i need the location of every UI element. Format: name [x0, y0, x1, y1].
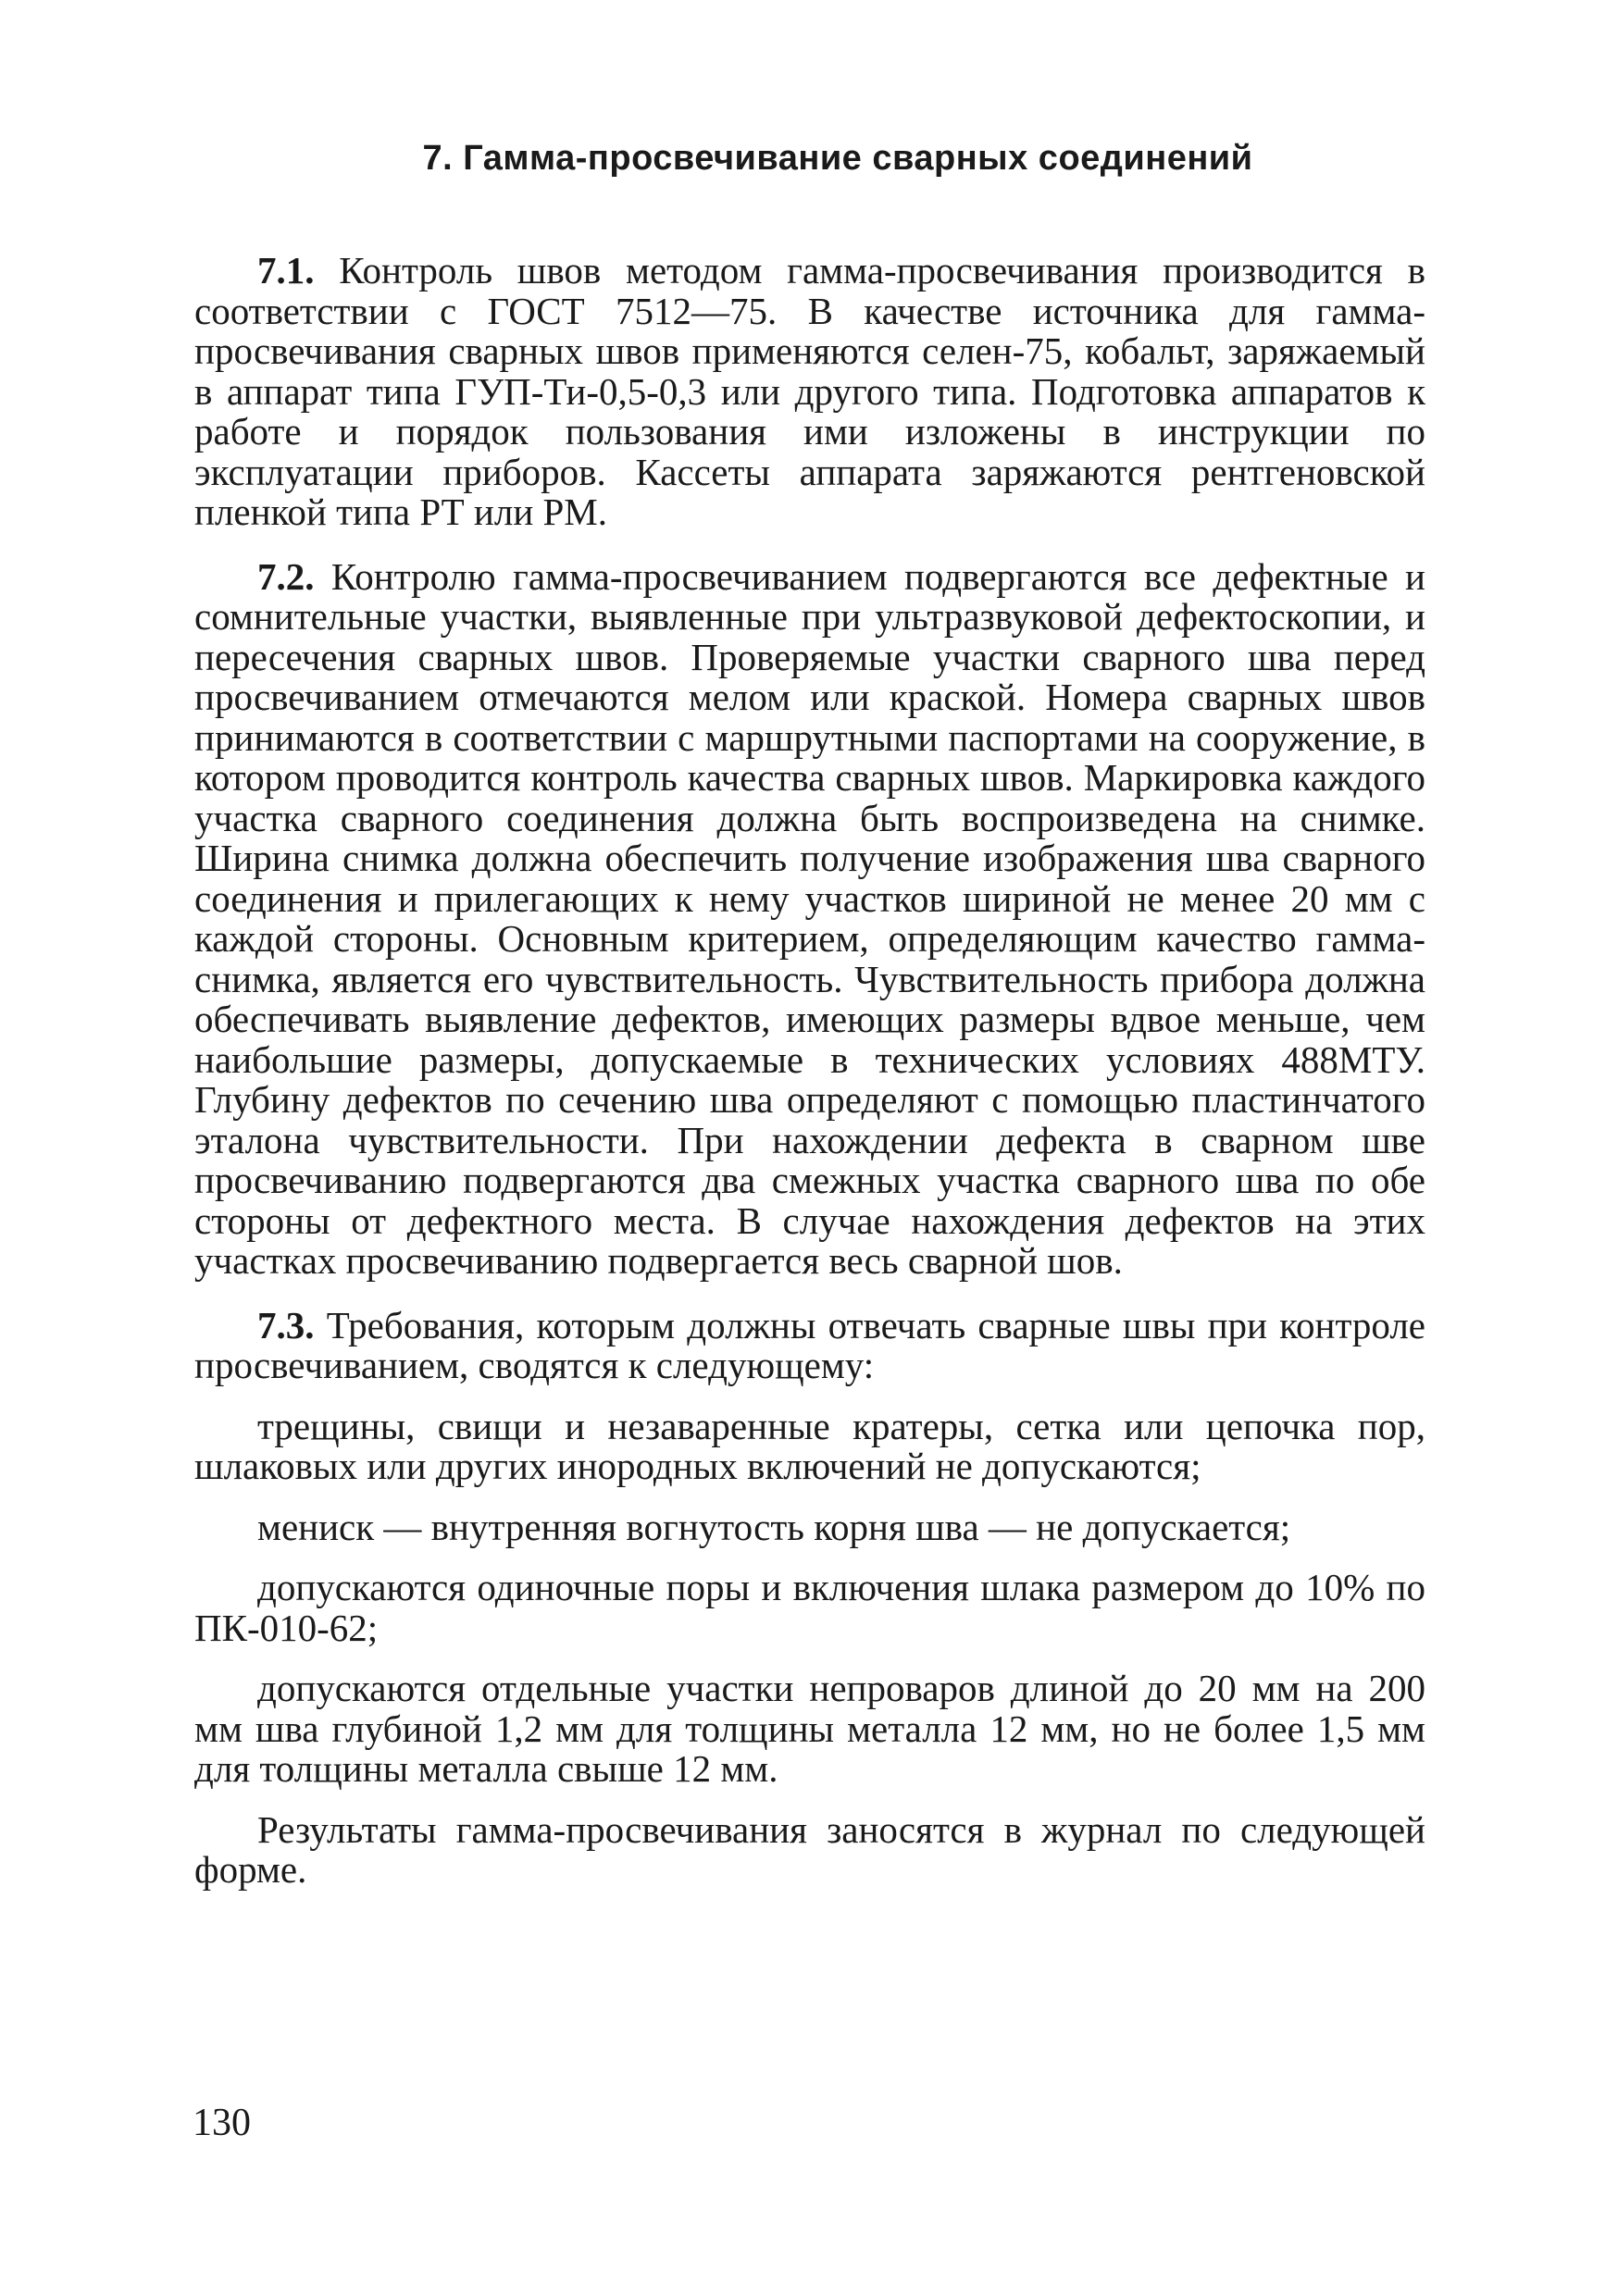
paragraph-7-3: [194, 1303, 1425, 1386]
paragraph-7-1: [194, 251, 1425, 533]
requirement-item: допускаются одиночные поры и включения шлака размером до 10% по ПК-010-62;: [194, 1566, 1425, 1649]
section-heading: 7. Гамма-просвечивание сварных соединений: [422, 139, 1253, 178]
paragraph-number: 7.1.: [257, 249, 315, 292]
closing-paragraph: Результаты гамма-просвечивания заносятся в журнал по следующей форме.: [194, 1807, 1425, 1891]
paragraph-text: Контролю гамма-просвечиванием подвергаются все дефектные и сомнительные участки, выявленные при ультразвуковой дефектоскопии, и пересечения сварных швов. Проверяемые участки сварного шва перед просвечиванием отмечаются мелом или краской. Номера сварных швов принимаются в соответствии с маршрутными паспортами на сооружение, в котором проводится контроль качества сварных швов. Маркировка каждого участка сварного соединения должна быть воспроизведена на снимке. Ширина снимка должна обеспечить получение изображения шва сварного соединения и прилегающих к нему участков шириной не менее 20 мм с каждой стороны. Основным критерием, определяющим качество гамма-снимка, является его чувствительность. Чувствительность прибора должна обеспечивать выявление дефектов, имеющих размеры вдвое меньше, чем наибольшие размеры, допускаемые в технических условиях 488МТУ. Глубину дефектов по сечению шва определяют с помощью пластинчатого эталона чувствительности. При нахождении дефекта в сварном шве просвечиванию подвергаются два смежных участка сварного шва по обе стороны от дефектного места. В случае нахождения дефектов на этих участках просвечиванию подвергается весь сварной шов.: [194, 554, 1425, 1282]
paragraph-text: Контроль швов методом гамма-просвечивания производится в соответствии с ГОСТ 7512—75. В качестве источника для гамма-просвечивания сварных швов применяются селен-75, кобальт, заряжаемый в аппарат типа ГУП-Ти-0,5-0,3 или другого типа. Подготовка аппаратов к работе и порядок пользования ими изложены в инструкции по эксплуатации приборов. Кассеты аппарата заряжаются рентгеновской пленкой типа РТ или РМ.: [194, 249, 1425, 533]
paragraph-number: 7.2.: [257, 554, 315, 598]
requirement-item: мениск — внутренняя вогнутость корня шва — не допускается;: [257, 1505, 1291, 1548]
paragraph-text: Требования, которым должны отвечать сварные швы при контроле просвечиванием, сводятся к следующему:: [194, 1303, 1425, 1386]
requirement-item: допускаются отдельные участки непроваров длиной до 20 мм на 200 мм шва глубиной 1,2 мм для толщины металла 12 мм, но не более 1,5 мм для толщины металла свыше 12 мм.: [194, 1667, 1425, 1790]
paragraph-7-2: [194, 554, 1425, 1282]
document-page: [194, 139, 1425, 1911]
requirement-item: трещины, свищи и незаваренные кратеры, сетка или цепочка пор, шлаковых или других инородных включений не допускаются;: [194, 1404, 1425, 1487]
page-number: 130: [193, 2102, 251, 2144]
paragraph-number: 7.3.: [257, 1303, 315, 1347]
